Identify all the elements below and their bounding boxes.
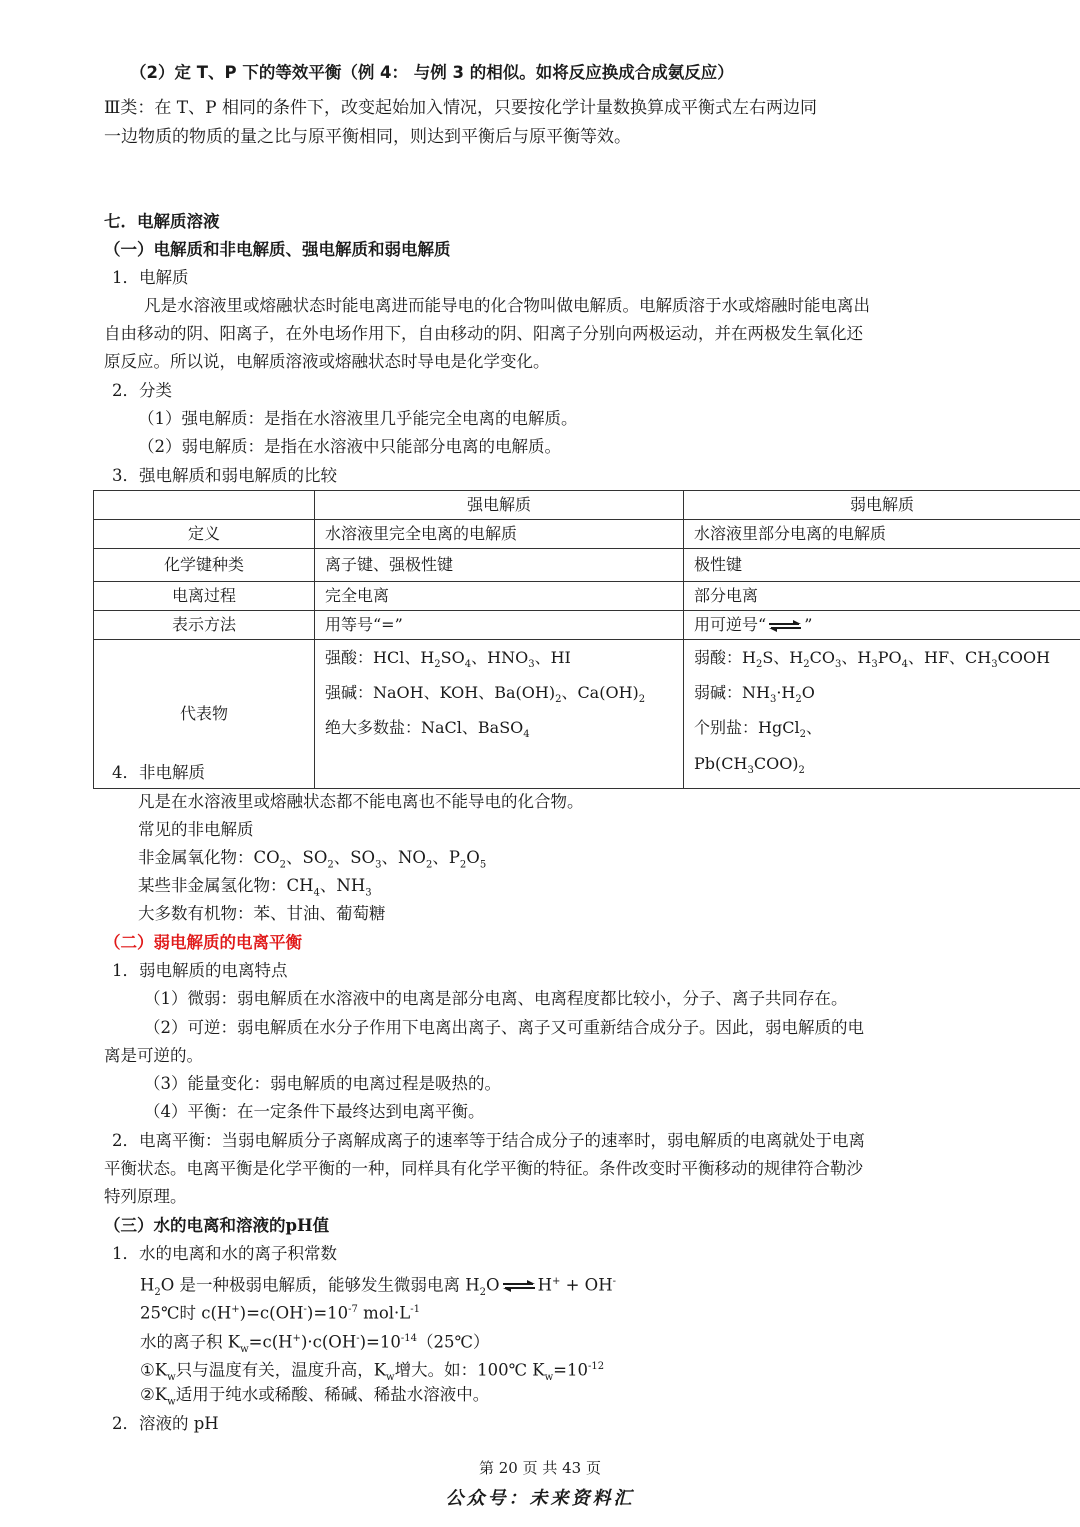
organic-compounds: 大多数有机物：苯、甘油、葡萄糖 [138, 904, 386, 923]
row-label: 电离过程 [94, 582, 315, 611]
subsection-title-1: （一）电解质和非电解质、强电解质和弱电解质 [104, 240, 451, 259]
water-concentration-25c: 25℃时 $c(H^+)=c(OH^-)=10^{-7}$ $mol\cdot L^{-1}$ [140, 1303, 420, 1323]
header-strong: 强电解质 [315, 491, 684, 520]
table-row [94, 582, 1080, 611]
comparison-table [93, 490, 1080, 789]
cell-strong: 离子键、强极性键 [315, 549, 684, 582]
kw-note-1: $①K_w$只与温度有关，温度升高，$K_w$增大。如：100℃ $K_w=10^{-12}$ [140, 1360, 605, 1383]
water-ionization-title: 1．水的电离和水的离子积常数 [112, 1244, 337, 1263]
feature-equilibrium: （4）平衡：在一定条件下最终达到电离平衡。 [144, 1102, 485, 1121]
paragraph-electrolyte-line3: 原反应。所以说，电解质溶液或熔融状态时导电是化学变化。 [104, 352, 550, 371]
most-salts: 绝大多数盐：NaCl、BaSO$_4$ [325, 718, 530, 741]
row-label: 代表物 [94, 640, 315, 789]
ionization-features: 1．弱电解质的电离特点 [112, 961, 288, 980]
common-nonelectrolytes: 常见的非电解质 [138, 820, 254, 839]
special-salts-1: 个别盐：HgCl$_2$、 [694, 718, 822, 741]
table-header-row [94, 491, 1080, 520]
water-ionization-equation: $H_2O$ 是一种极弱电解质，能够发生微弱电离 $H_2O$ H+ + OH- [140, 1275, 616, 1298]
cell-strong: 完全电离 [315, 582, 684, 611]
table-row [94, 520, 1080, 549]
special-salts-2: $Pb(CH_3COO)_2$ [694, 753, 805, 776]
subsection-title-2: （二）弱电解质的电离平衡 [104, 933, 302, 952]
cell-weak: 用可逆号“ ” [684, 611, 1080, 640]
nonmetal-oxides: 非金属氧化物：$CO_2$、$SO_2$、$SO_3$、$NO_2$、$P_2O_5$ [138, 848, 487, 871]
row-label: 表示方法 [94, 611, 315, 640]
page-number: 第 20 页 共 43 页 [478, 1459, 601, 1477]
cell-weak: 极性键 [684, 549, 1080, 582]
header-weak: 弱电解质 [684, 491, 1080, 520]
feature-energy: （3）能量变化：弱电解质的电离过程是吸热的。 [144, 1074, 501, 1093]
paragraph-type3-line1: Ⅲ类：在 T、P 相同的条件下，改变起始加入情况，只要按化学计量数换算成平衡式左右两边同 [104, 98, 817, 118]
strong-electrolyte-def: （1）强电解质：是指在水溶液里几乎能完全电离的电解质。 [138, 409, 578, 428]
feature-weak: （1）微弱：弱电解质在水溶液中的电离是部分电离、电离程度都比较小，分子、离子共同存在。 [144, 989, 848, 1008]
weak-acids: 弱酸：$H_2S$、$H_2CO_3$、$H_3PO_4$、HF、$CH_3COOH$ [694, 648, 1051, 671]
table-row [94, 611, 1080, 640]
row-label: 化学键种类 [94, 549, 315, 582]
row-label: 定义 [94, 520, 315, 549]
strong-acids: 强酸：HCl、$H_2SO_4$、$HNO_3$、HI [325, 648, 571, 671]
item-nonelectrolyte: 4．非电解质 [112, 763, 205, 782]
nonelectrolyte-def: 凡是在水溶液里或熔融状态都不能电离也不能导电的化合物。 [138, 792, 584, 811]
weak-electrolyte-def: （2）弱电解质：是指在水溶液中只能部分电离的电解质。 [138, 437, 561, 456]
heading-equivalent-equilibrium: （2）定 T、P 下的等效平衡（例 4： 与例 3 的相似。如将反应换成合成氨反应） [130, 63, 734, 82]
item-classification: 2．分类 [112, 381, 172, 400]
reversible-arrow-icon [502, 1280, 536, 1292]
table-row [94, 549, 1080, 582]
cell-weak: 部分电离 [684, 582, 1080, 611]
nonmetal-hydrides: 某些非金属氢化物：$CH_4$、$NH_3$ [138, 876, 372, 899]
subsection-title-3: （三）水的电离和溶液的pH值 [104, 1216, 330, 1235]
item-comparison: 3．强电解质和弱电解质的比较 [112, 466, 337, 485]
section-title-electrolyte: 七．电解质溶液 [104, 212, 220, 231]
paragraph-electrolyte-line2: 自由移动的阴、阳离子，在外电场作用下，自由移动的阴、阳离子分别向两极运动，并在两极发生氧化还 [104, 324, 863, 343]
ion-product-kw: 水的离子积 $K_w=c(H^+)\cdot c(OH^-)=10^{-14}(25℃)$ [140, 1332, 490, 1355]
feature-reversible-line1: （2）可逆：弱电解质在水分子作用下电离出离子、离子又可重新结合成分子。因此，弱电解质的电 [144, 1018, 864, 1037]
cell-strong-representatives [315, 640, 684, 789]
solution-ph-title: 2．溶液的 pH [112, 1414, 219, 1433]
paragraph-electrolyte-line1: 凡是水溶液里或熔融状态时能电离进而能导电的化合物叫做电解质。电解质溶于水或熔融时能电离出 [144, 296, 870, 315]
ionization-equilibrium-line3: 特列原理。 [104, 1187, 187, 1206]
strong-bases: 强碱：NaOH、KOH、$Ba(OH)_2$、$Ca(OH)_2$ [325, 683, 646, 706]
ionization-equilibrium-line2: 平衡状态。电离平衡是化学平衡的一种，同样具有化学平衡的特征。条件改变时平衡移动的规律符合勒沙 [104, 1159, 863, 1178]
feature-reversible-line2: 离是可逆的。 [104, 1046, 203, 1065]
weak-bases: 弱碱：$NH_3\cdot H_2O$ [694, 683, 815, 706]
table-row-representatives [94, 640, 1080, 789]
ionization-equilibrium-line1: 2．电离平衡：当弱电解质分子离解成离子的速率等于结合成分子的速率时，弱电解质的电离就处于电离 [112, 1131, 865, 1150]
cell-weak: 水溶液里部分电离的电解质 [684, 520, 1080, 549]
cell-strong: 水溶液里完全电离的电解质 [315, 520, 684, 549]
cell-weak-representatives [684, 640, 1080, 789]
paragraph-type3-line2: 一边物质的物质的量之比与原平衡相同，则达到平衡后与原平衡等效。 [104, 127, 631, 147]
cell-strong: 用等号“=” [315, 611, 684, 640]
reversible-arrow-icon [768, 620, 802, 632]
kw-note-2: $②K_w$适用于纯水或稀酸、稀碱、稀盐水溶液中。 [140, 1385, 490, 1408]
item-electrolyte: 1．电解质 [112, 268, 189, 287]
footer-brand: 公众号：未来资料汇 [445, 1488, 635, 1509]
